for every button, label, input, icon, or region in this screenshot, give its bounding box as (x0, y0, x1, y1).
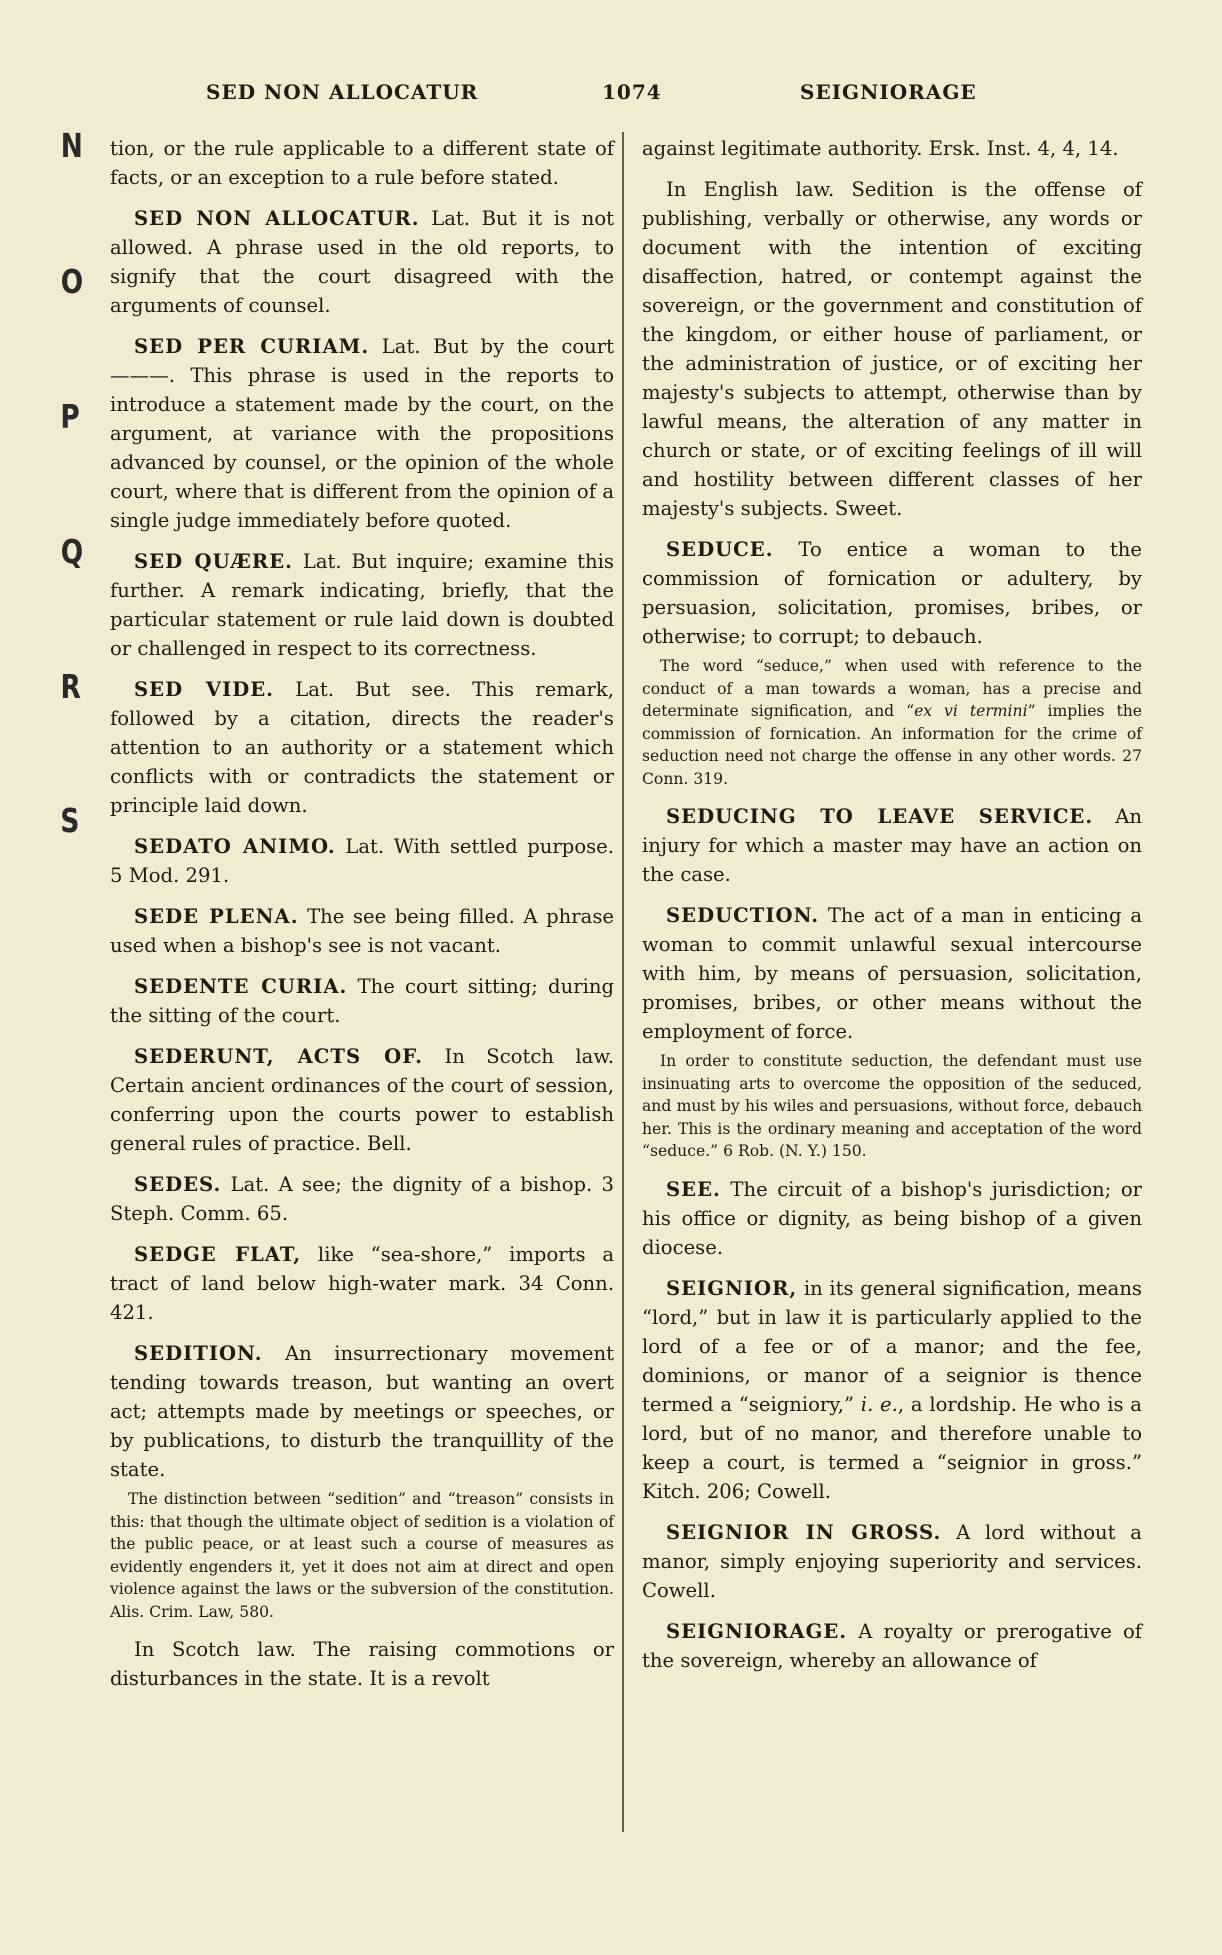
headword: SEDUCING TO LEAVE SERVICE. (666, 805, 1094, 828)
entry-seignior (642, 1274, 1142, 1506)
headword: SEDGE FLAT, (134, 1243, 302, 1266)
thumb-tab-n[interactable]: N (60, 126, 83, 165)
definition: In Scotch law. Certain ancient ordinances of the court of session, conferring upon the courts power to establish general rules of practice. Bell. (110, 1045, 615, 1155)
headword: SEIGNIOR IN GROSS. (666, 1520, 942, 1544)
entry-sedge-flat (110, 1240, 614, 1327)
definition: in its general signification, means “lord,” but in law it is particularly applied to the lord of a fee or of a manor; and the fee, dominions, or manor of a seignior is thence termed a “seigniory,” (642, 1276, 1142, 1416)
headword: SEDUCE. (666, 538, 774, 561)
entry-seigniorage (642, 1617, 1142, 1675)
right-column (642, 134, 1142, 1687)
seduction-note: In order to constitute seduction, the defendant must use insinuating arts to overcome the opposition of the seduced, and must by his wiles and persuasions, without force, debauch her. This is the ordinary meaning and acceptation of the word “seduce.” 6 Rob. (N. Y.) 150. (642, 1052, 1142, 1160)
definition: Lat. But inquire; examine this further. A remark indicating, briefly, that the particular statement or rule laid down is doubted or challenged in respect to its correctness. (110, 550, 614, 660)
definition: Lat. With settled purpose. 5 Mod. 291. (110, 835, 614, 887)
seduce-note (642, 655, 1142, 790)
entry-sedition (110, 1339, 614, 1484)
headword: SED QUÆRE. (134, 550, 293, 573)
thumb-tab-s[interactable]: S (60, 801, 80, 840)
definition: Lat. But by the court ———. This phrase is used in the reports to introduce a statement made by the court, on the argument, at variance with the propositions advanced by counsel, or the opinion of the whole court, where that is different from the opinion of a single judge immediately before quoted. (110, 335, 614, 532)
thumb-tab-q[interactable]: Q (60, 532, 84, 571)
definition: The act of a man in enticing a woman to commit unlawful sexual intercourse with him, by means of persuasion, solicitation, promises, bribes, or other means without the employment of force. (642, 904, 1142, 1043)
headword: SEDATO ANIMO. (134, 835, 336, 858)
headword: SEE. (666, 1177, 721, 1201)
page-number: 1074 (602, 80, 662, 104)
entry-seduction (642, 901, 1142, 1046)
thumb-tab-r[interactable]: R (60, 667, 81, 706)
entry-sederunt (110, 1042, 614, 1158)
entry-sedente-curia (110, 972, 614, 1030)
thumb-tab-o[interactable]: O (60, 262, 84, 301)
headword: SEIGNIOR, (666, 1276, 798, 1300)
definition: To entice a woman to the commission of fornication or adultery, by persuasion, solicitation, promises, bribes, or otherwise; to corrupt; to debauch. (642, 538, 1142, 648)
entry-sed-non-allocatur (110, 204, 614, 320)
definition: , a lordship. He who is a lord, but of no manor, and therefore unable to keep a court, is termed a “seignior in gross.” Kitch. 206; Cowell. (642, 1392, 1142, 1503)
definition-italic: i. e. (860, 1392, 898, 1416)
running-head-right: SEIGNIORAGE (800, 80, 977, 104)
headword: SED VIDE. (134, 678, 275, 701)
entry-sed-quaere (110, 547, 614, 663)
definition: The see being filled. A phrase used when a bishop's see is not vacant. (110, 905, 614, 957)
headword: SEDES. (134, 1173, 222, 1196)
definition: A royalty or prerogative of the sovereign, whereby an allowance of (642, 1619, 1142, 1672)
definition: Lat. But see. This remark, followed by a citation, directs the reader's attention to an authority or a statement which conflicts with or contradicts the statement or principle laid down. (110, 678, 614, 817)
headword: SEDERUNT, ACTS OF. (134, 1045, 423, 1068)
entry-sed-per-curiam (110, 332, 614, 535)
sedition-scotch-law: In Scotch law. The raising commotions or disturbances in the state. It is a revolt (110, 1638, 614, 1690)
entry-sede-plena (110, 902, 614, 960)
continued-text: against legitimate authority. Ersk. Inst. 4, 4, 14. (642, 137, 1119, 160)
sedition-note: The distinction between “sedition” and “treason” consists in this: that though the ultimate object of sedition is a violation of the public peace, or at least such a course of measures as evidently engenders it, yet it does not aim at direct and open violence against the laws or the subversion of the constitution. Alis. Crim. Law, 580. (110, 1490, 614, 1621)
continued-text: tion, or the rule applicable to a different state of facts, or an exception to a rule before stated. (110, 137, 614, 189)
headword: SED NON ALLOCATUR. (134, 207, 420, 230)
thumb-tab-p[interactable]: P (60, 397, 80, 436)
definition: Lat. A see; the dignity of a bishop. 3 Steph. Comm. 65. (110, 1173, 614, 1225)
definition: Lat. But it is not allowed. A phrase used in the old reports, to signify that the court disagreed with the arguments of counsel. (110, 207, 614, 317)
headword: SEDITION. (134, 1342, 263, 1365)
note-text: The word “seduce,” when used with reference to the conduct of a man towards a woman, has a precise and determinate signification, and “ (642, 657, 1142, 720)
entry-sedato-animo (110, 832, 614, 890)
entry-seducing-to-leave-service (642, 802, 1142, 889)
entry-seignior-in-gross (642, 1518, 1142, 1605)
entry-sedes (110, 1170, 614, 1228)
entry-see (642, 1175, 1142, 1262)
headword: SEIGNIORAGE. (666, 1619, 848, 1643)
sedition-english-law: In English law. Sedition is the offense of publishing, verbally or otherwise, any words or document with the intention of exciting disaffection, hatred, or contempt against the sovereign, or the government and constitution of the kingdom, or either house of parliament, or the administration of justice, or of exciting her majesty's subjects to attempt, otherwise than by lawful means, the alteration of any matter in church or state, or of exciting feelings of ill will and hostility between different classes of her majesty's subjects. Sweet. (642, 178, 1142, 520)
headword: SEDUCTION. (666, 904, 820, 927)
definition: An insurrectionary movement tending towards treason, but wanting an overt act; attempts made by meetings or speeches, or by publications, to disturb the tranquillity of the state. (110, 1342, 614, 1481)
note-latin: ex vi termini (914, 702, 1028, 720)
definition: A lord without a manor, simply enjoying superiority and services. Cowell. (642, 1520, 1142, 1602)
definition: The court sitting; during the sitting of the court. (110, 975, 614, 1027)
column-divider (622, 132, 624, 1832)
entry-seduce (642, 535, 1142, 651)
note-text: ” implies the commission of fornication. An information for the crime of seduction need not charge the offense in any other words. 27 Conn. 319. (642, 702, 1142, 788)
definition: An injury for which a master may have an action on the case. (642, 805, 1142, 886)
page-header (0, 80, 1222, 116)
running-head-left: SED NON ALLOCATUR (206, 80, 479, 104)
definition: The circuit of a bishop's jurisdiction; or his office or dignity, as being bishop of a given diocese. (642, 1177, 1142, 1259)
headword: SED PER CURIAM. (134, 335, 370, 358)
headword: SEDE PLENA. (134, 905, 299, 928)
left-column (110, 134, 614, 1705)
definition: like “sea-shore,” imports a tract of land below high-water mark. 34 Conn. 421. (110, 1243, 614, 1324)
entry-sed-vide (110, 675, 614, 820)
headword: SEDENTE CURIA. (134, 975, 348, 998)
